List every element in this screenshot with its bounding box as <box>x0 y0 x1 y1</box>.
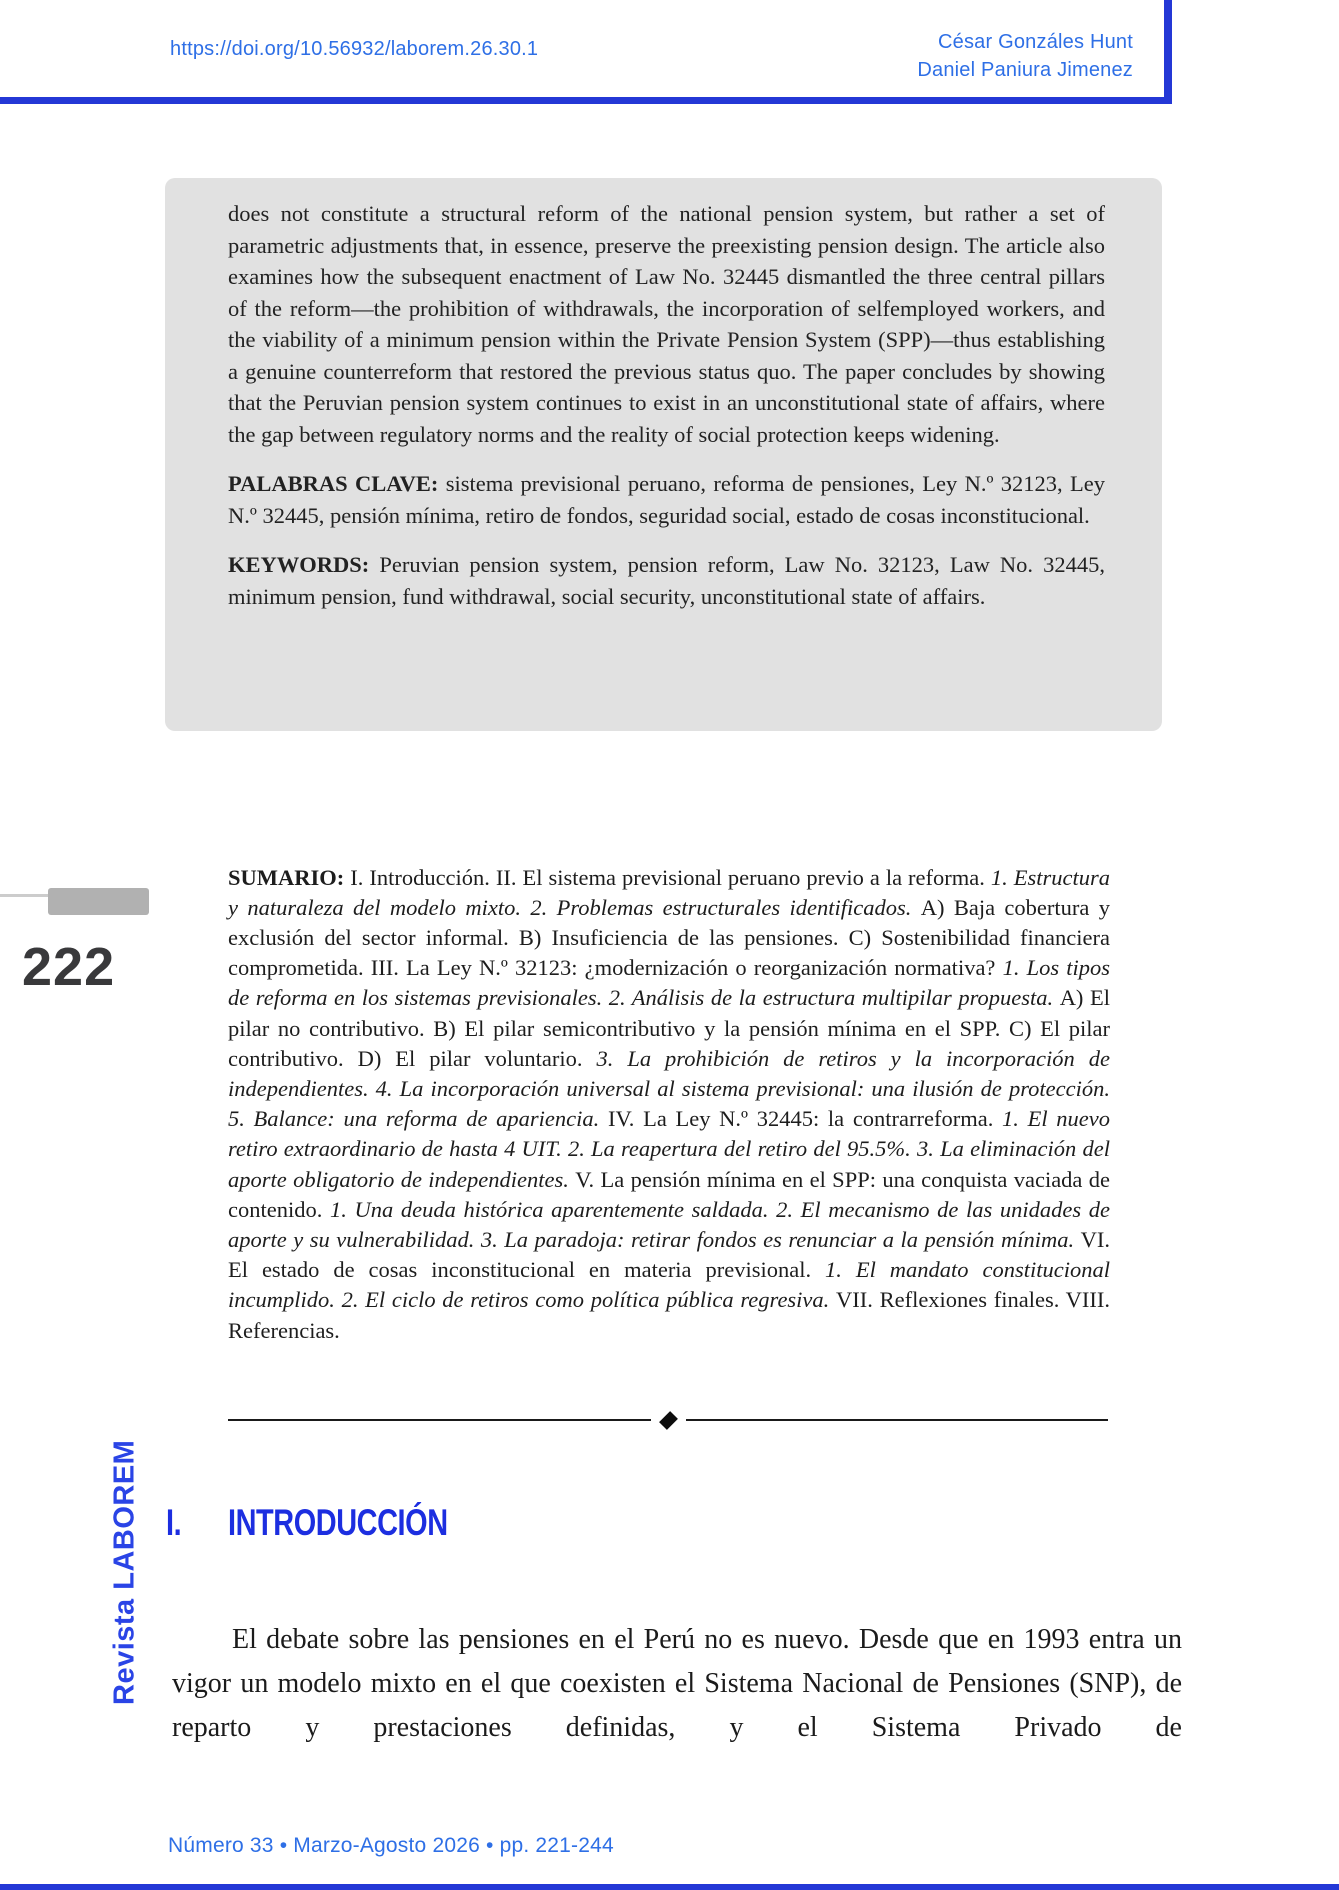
section-heading <box>166 1504 486 1543</box>
section-title: INTRODUCCIÓN <box>227 1502 448 1544</box>
page-number-bar <box>48 888 149 915</box>
keywords-text: Peruvian pension system, pension reform, Law No. 32123, Law No. 32445, minimum pension, fund withdrawal, social security, unconstitutional state of affairs. <box>228 552 1105 609</box>
author-line-1: César Gonzáles Hunt <box>937 31 1133 53</box>
sumario-paragraph: SUMARIO: I. Introducción. II. El sistema previsional peruano previo a la reforma. 1. Estructura y naturaleza del modelo mixto. 2. Problemas estructurales identificados. A) Baja cobertura y exclusión del sector informal. B) Insuficiencia de las pensiones. C) Sostenibilidad financiera comprometida. III. La Ley N.º 32123: ¿modernización o reorganización normativa? 1. Los tipos de reforma en los sistemas previsionales. 2. Análisis de la estructura multipilar propuesta. A) El pilar no contributivo. B) El pilar semicontributivo y la pensión mínima en el SPP. C) El pilar contributivo. D) El pilar voluntario. 3. La prohibición de retiros y la incorporación de independientes. 4. La incorporación universal al sistema previsional: una ilusión de protección. 5. Balance: una reforma de apariencia. IV. La Ley N.º 32445: la contrarreforma. 1. El nuevo retiro extraordinario de hasta 4 UIT. 2. La reapertura del retiro del 95.5%. 3. La eliminación del aporte obligatorio de independientes. V. La pensión mínima en el SPP: una conquista vaciada de contenido. 1. Una deuda histórica aparentemente saldada. 2. El mecanismo de las unidades de aporte y su vulnerabilidad. 3. La paradoja: retirar fondos es renunciar a la pensión mínima. VI. El estado de cosas inconstitucional en materia previsional. 1. El mandato constitucional incumplido. 2. El ciclo de retiros como política pública regresiva. VII. Reflexiones finales. VIII. Referencias. <box>228 864 1111 1343</box>
journal-name-vertical: Revista LABOREM <box>108 1439 141 1705</box>
keywords-label: KEYWORDS: <box>228 552 380 577</box>
keywords-paragraph <box>228 549 1105 612</box>
abstract-paragraph: does not constitute a structural reform of the national pension system, but rather a set of parametric adjustments that, in essence, preserve the preexisting pension design. The article also examines how the subsequent enactment of Law No. 32445 dismantled the three central pillars of the reform—the prohibition of withdrawals, the incorporation of selfemployed workers, and the viability of a minimum pension within the Private Pension System (SPP)—thus establishing a genuine counterreform that restored the previous status quo. The paper concludes by showing that the Peruvian pension system continues to exist in an unconstitutional state of affairs, where the gap between regulatory norms and the reality of social protection keeps widening. <box>228 201 1105 447</box>
palabras-clave-text: sistema previsional peruano, reforma de pensiones, Ley N.º 32123, Ley N.º 32445, pensión mínima, retiro de fondos, seguridad social, estado de cosas inconstitucional. <box>228 471 1106 528</box>
abstract-box <box>165 178 1162 731</box>
divider-line-right <box>686 1419 1109 1421</box>
diamond-icon <box>659 1411 678 1430</box>
intro-paragraph: El debate sobre las pensiones en el Perú no es nuevo. Desde que en 1993 entra un vigor un modelo mixto en el que coexisten el Sistema Nacional de Pensiones (SNP), de reparto y prestaciones definidas, y el Sistema Privado de <box>172 1624 1182 1743</box>
palabras-clave-paragraph <box>228 468 1105 531</box>
section-divider <box>228 1406 1108 1434</box>
section-number: I. <box>166 1502 182 1544</box>
footer-issue-info: Número 33 • Marzo-Agosto 2026 • pp. 221-244 <box>168 1834 614 1857</box>
palabras-clave-label: PALABRAS CLAVE: <box>228 471 446 496</box>
author-names <box>917 28 1133 84</box>
header-vertical-rule <box>1164 0 1172 104</box>
footer-bottom-rule <box>0 1884 1339 1890</box>
header-horizontal-rule <box>0 97 1172 104</box>
doi-link[interactable]: https://doi.org/10.56932/laborem.26.30.1 <box>170 38 539 60</box>
page-number: 222 <box>22 937 116 997</box>
divider-line-left <box>228 1419 651 1421</box>
author-line-2: Daniel Paniura Jimenez <box>917 59 1133 81</box>
